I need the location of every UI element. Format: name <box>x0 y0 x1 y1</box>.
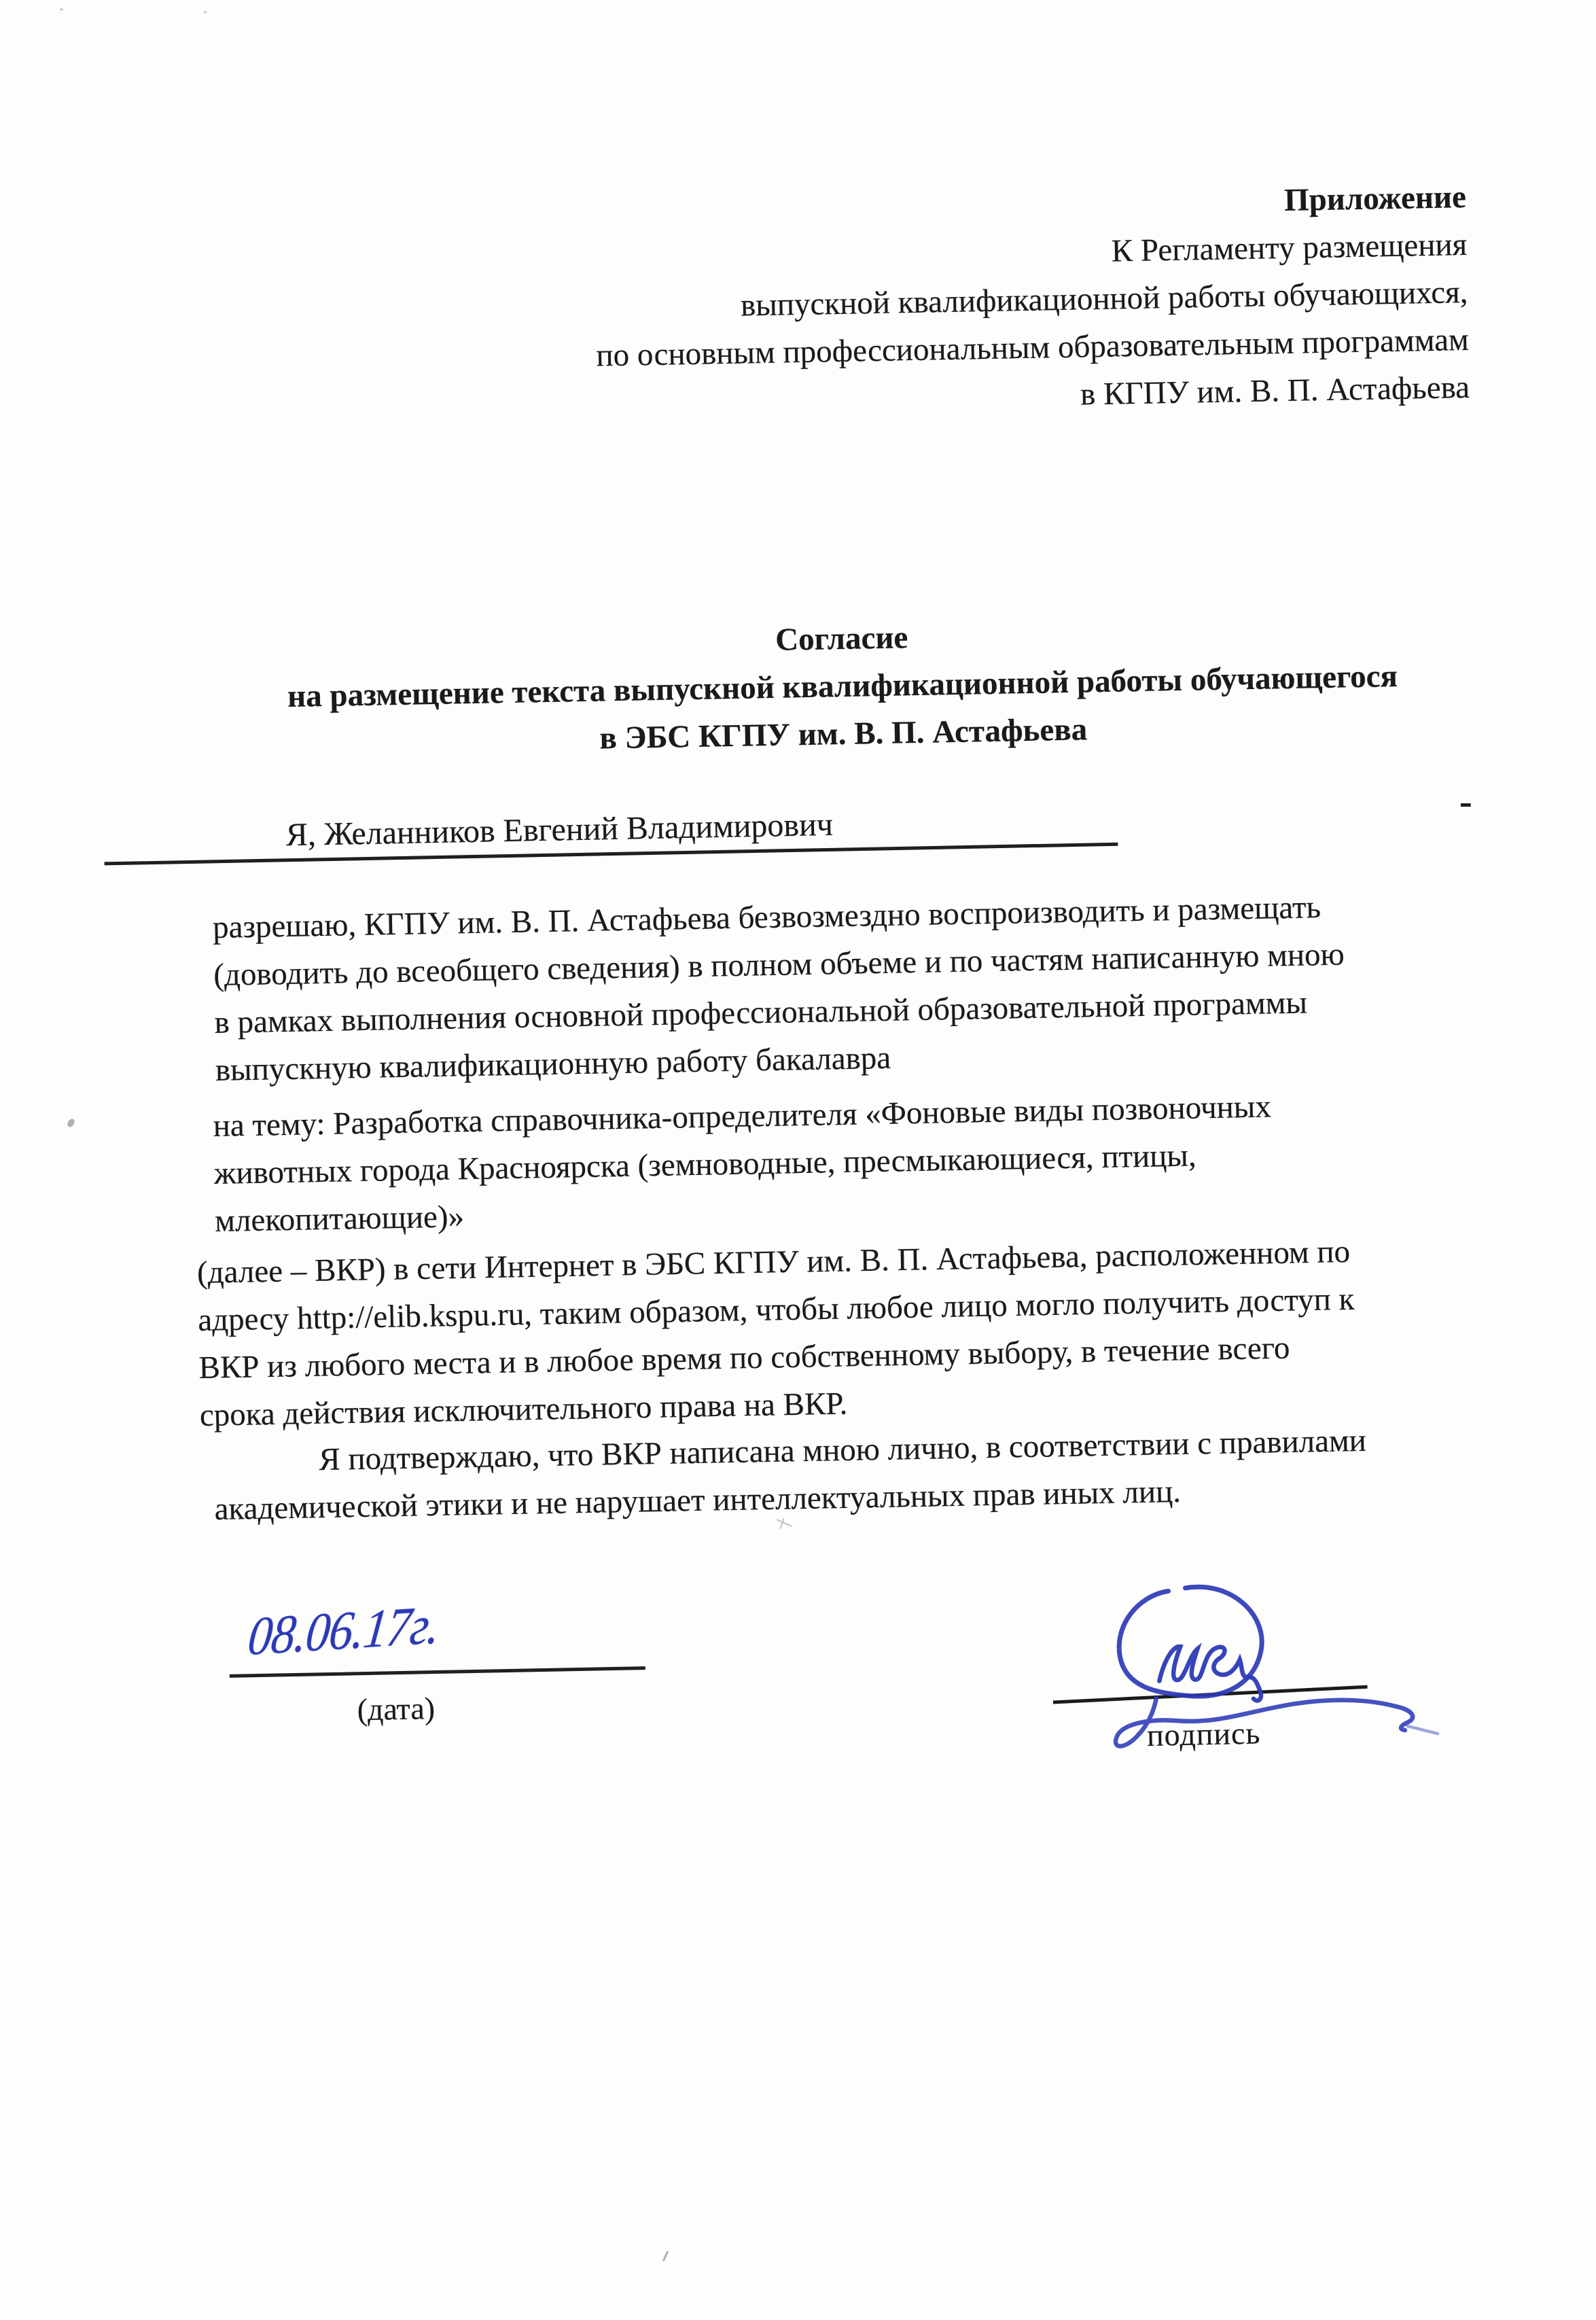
document-title <box>223 603 1462 769</box>
header-appendix <box>593 173 1470 427</box>
title-line-2: на размещение текста выпускной квалификационной работы обучающегося <box>287 658 1398 714</box>
header-appendix-line: в КГПУ им. В. П. Астафьева <box>1080 369 1470 412</box>
paragraph-topic: на тему: Разработка справочника-определителя «Фоновые виды позвоночных животных города Красноярска (земноводные, пресмыкающиеся, птицы, млекопитающие)» <box>213 1089 1272 1239</box>
paragraph-vkr: (далее – ВКР) в сети Интернет в ЭБС КГПУ им. В. П. Астафьева, расположенном по адресу http://elib.kspu.ru, таким образом, чтобы любое лицо могло получить доступ к ВКР из любого места и в любое время по собственному выбору, в течение всего срока действия исключительного права на ВКР. <box>196 1233 1355 1433</box>
date-label: (дата) <box>357 1691 436 1727</box>
signature-loop-stroke <box>1118 1585 1262 1698</box>
stray-dash-mark: - <box>1459 781 1472 823</box>
scan-artifact <box>775 1517 794 1530</box>
declarant-name: Я, Желанников Евгений Владимирович <box>285 806 834 854</box>
title-line-3: в ЭБС КГПУ им. В. П. Астафьева <box>599 711 1088 756</box>
scan-speck <box>204 11 207 14</box>
scan-speck <box>66 1118 75 1129</box>
scan-speck <box>60 8 63 11</box>
header-appendix-line: Приложение <box>1283 179 1466 218</box>
title-line-1: Согласие <box>775 620 908 658</box>
signature-tail-stroke <box>1115 1693 1413 1746</box>
scan-artifact <box>662 2251 669 2262</box>
date-field <box>224 1595 703 1759</box>
header-appendix-line: К Регламенту размещения <box>1110 227 1468 269</box>
signature-field <box>1016 1544 1592 1787</box>
signature-label: подпись <box>1146 1715 1261 1753</box>
paragraph-permission: разрешаю, КГПУ им. В. П. Астафьева безвозмездно воспроизводить и размещать (доводить до всеобщего сведения) в полном объеме и по частям написанную мною в рамках выполнения основной профессиональной образовательной программы выпускную квалификационную работу бакалавра <box>212 890 1345 1088</box>
header-appendix-line: выпускной квалификационной работы обучающихся, <box>740 275 1468 323</box>
date-handwriting: 08.06.17г. <box>245 1595 443 1668</box>
declarant-line <box>103 799 1123 873</box>
paragraph-confirmation: Я подтверждаю, что ВКР написана мною лично, в соответствии с правилами академической этики и не нарушает интеллектуальных прав иных лиц. <box>214 1422 1367 1527</box>
header-appendix-line: по основным профессиональным образовательным программам <box>595 321 1469 374</box>
signature-tail-fade <box>1408 1725 1438 1734</box>
signature-ink <box>1016 1545 1578 1780</box>
